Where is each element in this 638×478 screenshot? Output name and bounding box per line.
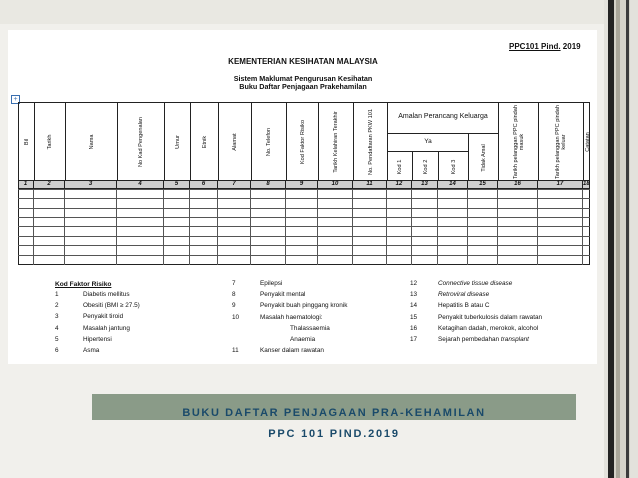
border-line-mid xyxy=(616,0,620,478)
legend-code: 7 xyxy=(232,280,236,287)
legend-text: Asma xyxy=(83,347,100,355)
table-row-line xyxy=(18,208,590,209)
border-line-dark xyxy=(608,0,614,478)
legend-item xyxy=(232,345,347,356)
legend-code: 3 xyxy=(55,313,59,321)
table-row-line xyxy=(18,245,590,246)
table-row-line xyxy=(18,217,590,218)
table-row-line xyxy=(18,226,590,227)
table-column-line xyxy=(250,189,251,265)
legend-text: Thalassaemia xyxy=(290,324,330,332)
legend-code: 13 xyxy=(410,291,418,299)
legend-item xyxy=(410,300,542,311)
legend-code: 9 xyxy=(232,302,236,310)
ya-subheader-label: Ya xyxy=(424,138,432,145)
legend-code: 8 xyxy=(232,291,236,299)
legend-column-3 xyxy=(410,278,542,345)
legend-text: Connective tissue disease xyxy=(438,280,513,287)
caption-line-2: PPC 101 PIND.2019 xyxy=(268,428,400,440)
legend-item xyxy=(55,289,140,300)
column-number: 3 xyxy=(65,180,117,189)
column-header xyxy=(584,103,591,181)
table-column-line xyxy=(386,189,387,265)
slide-top-band xyxy=(0,0,638,24)
column-number: 1 xyxy=(18,180,34,189)
column-header-label: Nama xyxy=(88,134,95,150)
legend-text: Penyakit tiroid xyxy=(83,313,124,321)
column-header-label: Kod Faktor Risiko xyxy=(299,119,306,165)
column-header-label: No. Pendaftaran PKW 101 xyxy=(367,109,374,175)
legend-text: Retroviral disease xyxy=(438,291,490,299)
column-header-label: No Kad Pengenalan xyxy=(137,116,144,168)
legend-item xyxy=(55,300,140,311)
legend-item xyxy=(410,334,542,345)
legend-item xyxy=(410,278,542,289)
column-header-label: Tarikh pelanggan PPC pindah masuk xyxy=(512,104,525,179)
column-number: 11 xyxy=(353,180,387,189)
table-column-line xyxy=(217,189,218,265)
table-column-line xyxy=(64,189,65,265)
column-header xyxy=(388,152,413,181)
column-header-label: Bil xyxy=(23,138,30,146)
legend-item xyxy=(232,334,347,345)
column-header-label: Umur xyxy=(174,135,181,149)
column-number: 8 xyxy=(251,180,286,189)
column-header-label: Kod 1 xyxy=(396,159,403,174)
ya-subheader xyxy=(388,134,469,152)
column-header-label: Alamat xyxy=(231,133,238,151)
column-header xyxy=(439,152,469,181)
legend-item xyxy=(410,323,542,334)
column-number: 13 xyxy=(412,180,438,189)
column-header xyxy=(118,103,165,181)
column-header-label: Catatan xyxy=(584,132,591,152)
column-header xyxy=(66,103,118,181)
legend-code: 14 xyxy=(410,302,418,310)
column-header-label: Tarikh Kelahiran Terakhir xyxy=(332,111,339,173)
column-number: 12 xyxy=(387,180,412,189)
column-number: 18 xyxy=(583,181,590,187)
column-number: 6 xyxy=(190,180,218,189)
legend-code: 16 xyxy=(410,324,418,332)
column-header xyxy=(35,103,66,181)
column-number: 7 xyxy=(218,180,251,189)
legend-text: Obesiti (BMI ≥ 27.5) xyxy=(83,302,140,310)
column-number: 14 xyxy=(438,180,468,189)
family-planning-group-label: Amalan Perancang Keluarga xyxy=(398,113,488,120)
system-subtitle: Sistem Maklumat Pengurusan Kesihatan xyxy=(233,74,373,83)
family-planning-group-header xyxy=(388,103,499,134)
legend-text: Penyakit mental xyxy=(260,291,306,299)
legend-item xyxy=(232,278,347,289)
column-header xyxy=(287,103,319,181)
form-reference xyxy=(509,42,581,51)
column-header-label: Tarikh xyxy=(46,134,53,150)
form-reference-code: PPC101 Pind. xyxy=(509,42,561,51)
legend-code: 6 xyxy=(55,347,59,355)
legend-text: Kanser dalam rawatan xyxy=(260,347,324,355)
legend-title: Kod Faktor Risiko xyxy=(55,281,112,288)
column-header xyxy=(165,103,191,181)
table-row-line xyxy=(18,198,590,199)
legend-code: 12 xyxy=(410,280,418,287)
legend-text: Penyakit tuberkulosis dalam rawatan xyxy=(438,313,543,321)
table-column-line xyxy=(189,189,190,265)
column-number: 9 xyxy=(286,180,318,189)
caption-line-1: BUKU DAFTAR PENJAGAAN PRA-KEHAMILAN xyxy=(182,407,486,419)
column-header xyxy=(191,103,219,181)
table-row-line xyxy=(18,255,590,256)
column-number: 5 xyxy=(164,180,190,189)
legend-item xyxy=(410,312,542,323)
legend-text: Epilepsi xyxy=(260,280,283,287)
legend-item xyxy=(232,300,347,311)
legend-text: Penyakit buah pinggang kronik xyxy=(260,302,348,310)
form-reference-year: 2019 xyxy=(560,42,581,51)
legend-item xyxy=(232,289,347,300)
legend-code: 11 xyxy=(232,347,239,355)
column-header-label: Etnik xyxy=(201,135,208,149)
column-header xyxy=(413,152,439,181)
legend-column-2 xyxy=(232,278,347,356)
legend-item xyxy=(55,334,140,345)
legend-text: Masalah jantung xyxy=(83,324,130,332)
register-subtitle: Buku Daftar Penjagaan Prakehamilan xyxy=(239,82,367,91)
column-number: 16 xyxy=(498,180,538,189)
table-column-line xyxy=(497,189,498,265)
table-column-line xyxy=(411,189,412,265)
table-row-line xyxy=(18,236,590,237)
table-column-line xyxy=(33,189,34,265)
column-header-label: Tarikh pelanggan PPC pindah keluar xyxy=(554,104,567,179)
legend-code: 17 xyxy=(410,336,418,344)
border-line-dark-2 xyxy=(626,0,629,478)
table-column-line xyxy=(285,189,286,265)
column-header xyxy=(219,103,252,181)
column-header-label: Tidak Amal xyxy=(480,143,487,172)
column-header xyxy=(19,103,35,181)
column-header-label: No. Telefon xyxy=(265,127,272,157)
table-row-line xyxy=(18,189,590,190)
legend-item xyxy=(232,312,347,323)
legend-item xyxy=(55,311,140,322)
legend-item xyxy=(232,323,347,334)
column-number: 17 xyxy=(538,180,583,189)
column-header-label: Kod 2 xyxy=(422,159,429,174)
legend-code: 4 xyxy=(55,324,59,332)
legend-text: Diabetis mellitus xyxy=(83,291,130,298)
column-header xyxy=(469,134,499,181)
column-number: 10 xyxy=(318,180,353,189)
legend-code: 5 xyxy=(55,335,59,343)
table-column-line xyxy=(352,189,353,265)
table-column-line xyxy=(437,189,438,265)
table-column-line xyxy=(163,189,164,265)
column-header xyxy=(539,103,584,181)
legend-text: Hipertensi xyxy=(83,335,112,343)
legend-text: Ketagihan dadah, merokok, alcohol xyxy=(438,324,539,332)
legend-code: 15 xyxy=(410,313,418,321)
column-header xyxy=(319,103,354,181)
column-number: 2 xyxy=(34,180,65,189)
legend-column-1 xyxy=(55,289,140,356)
legend-item xyxy=(55,345,140,356)
legend-code: 10 xyxy=(232,313,240,321)
slide-right-border xyxy=(604,0,638,478)
column-header xyxy=(354,103,388,181)
legend-code: 1 xyxy=(55,291,59,298)
legend-text: Sejarah pembedahan transplant xyxy=(438,336,529,344)
column-number: 15 xyxy=(468,180,498,189)
legend-item xyxy=(55,323,140,334)
table-column-line xyxy=(467,189,468,265)
table-column-line xyxy=(317,189,318,265)
legend-code: 2 xyxy=(55,302,59,310)
ministry-title: KEMENTERIAN KESIHATAN MALAYSIA xyxy=(228,57,378,66)
table-column-line xyxy=(116,189,117,265)
column-header xyxy=(499,103,539,181)
column-header-label: Kod 3 xyxy=(450,159,457,174)
expand-icon[interactable]: + xyxy=(11,95,20,104)
legend-text: Masalah haematologi: xyxy=(260,313,323,321)
table-column-line xyxy=(582,189,583,265)
legend-item xyxy=(410,289,542,300)
column-header xyxy=(252,103,287,181)
column-number: 4 xyxy=(117,180,164,189)
table-column-line xyxy=(537,189,538,265)
legend-text: Anaemia xyxy=(290,336,316,344)
legend-text: Hepatitis B atau C xyxy=(438,302,490,310)
